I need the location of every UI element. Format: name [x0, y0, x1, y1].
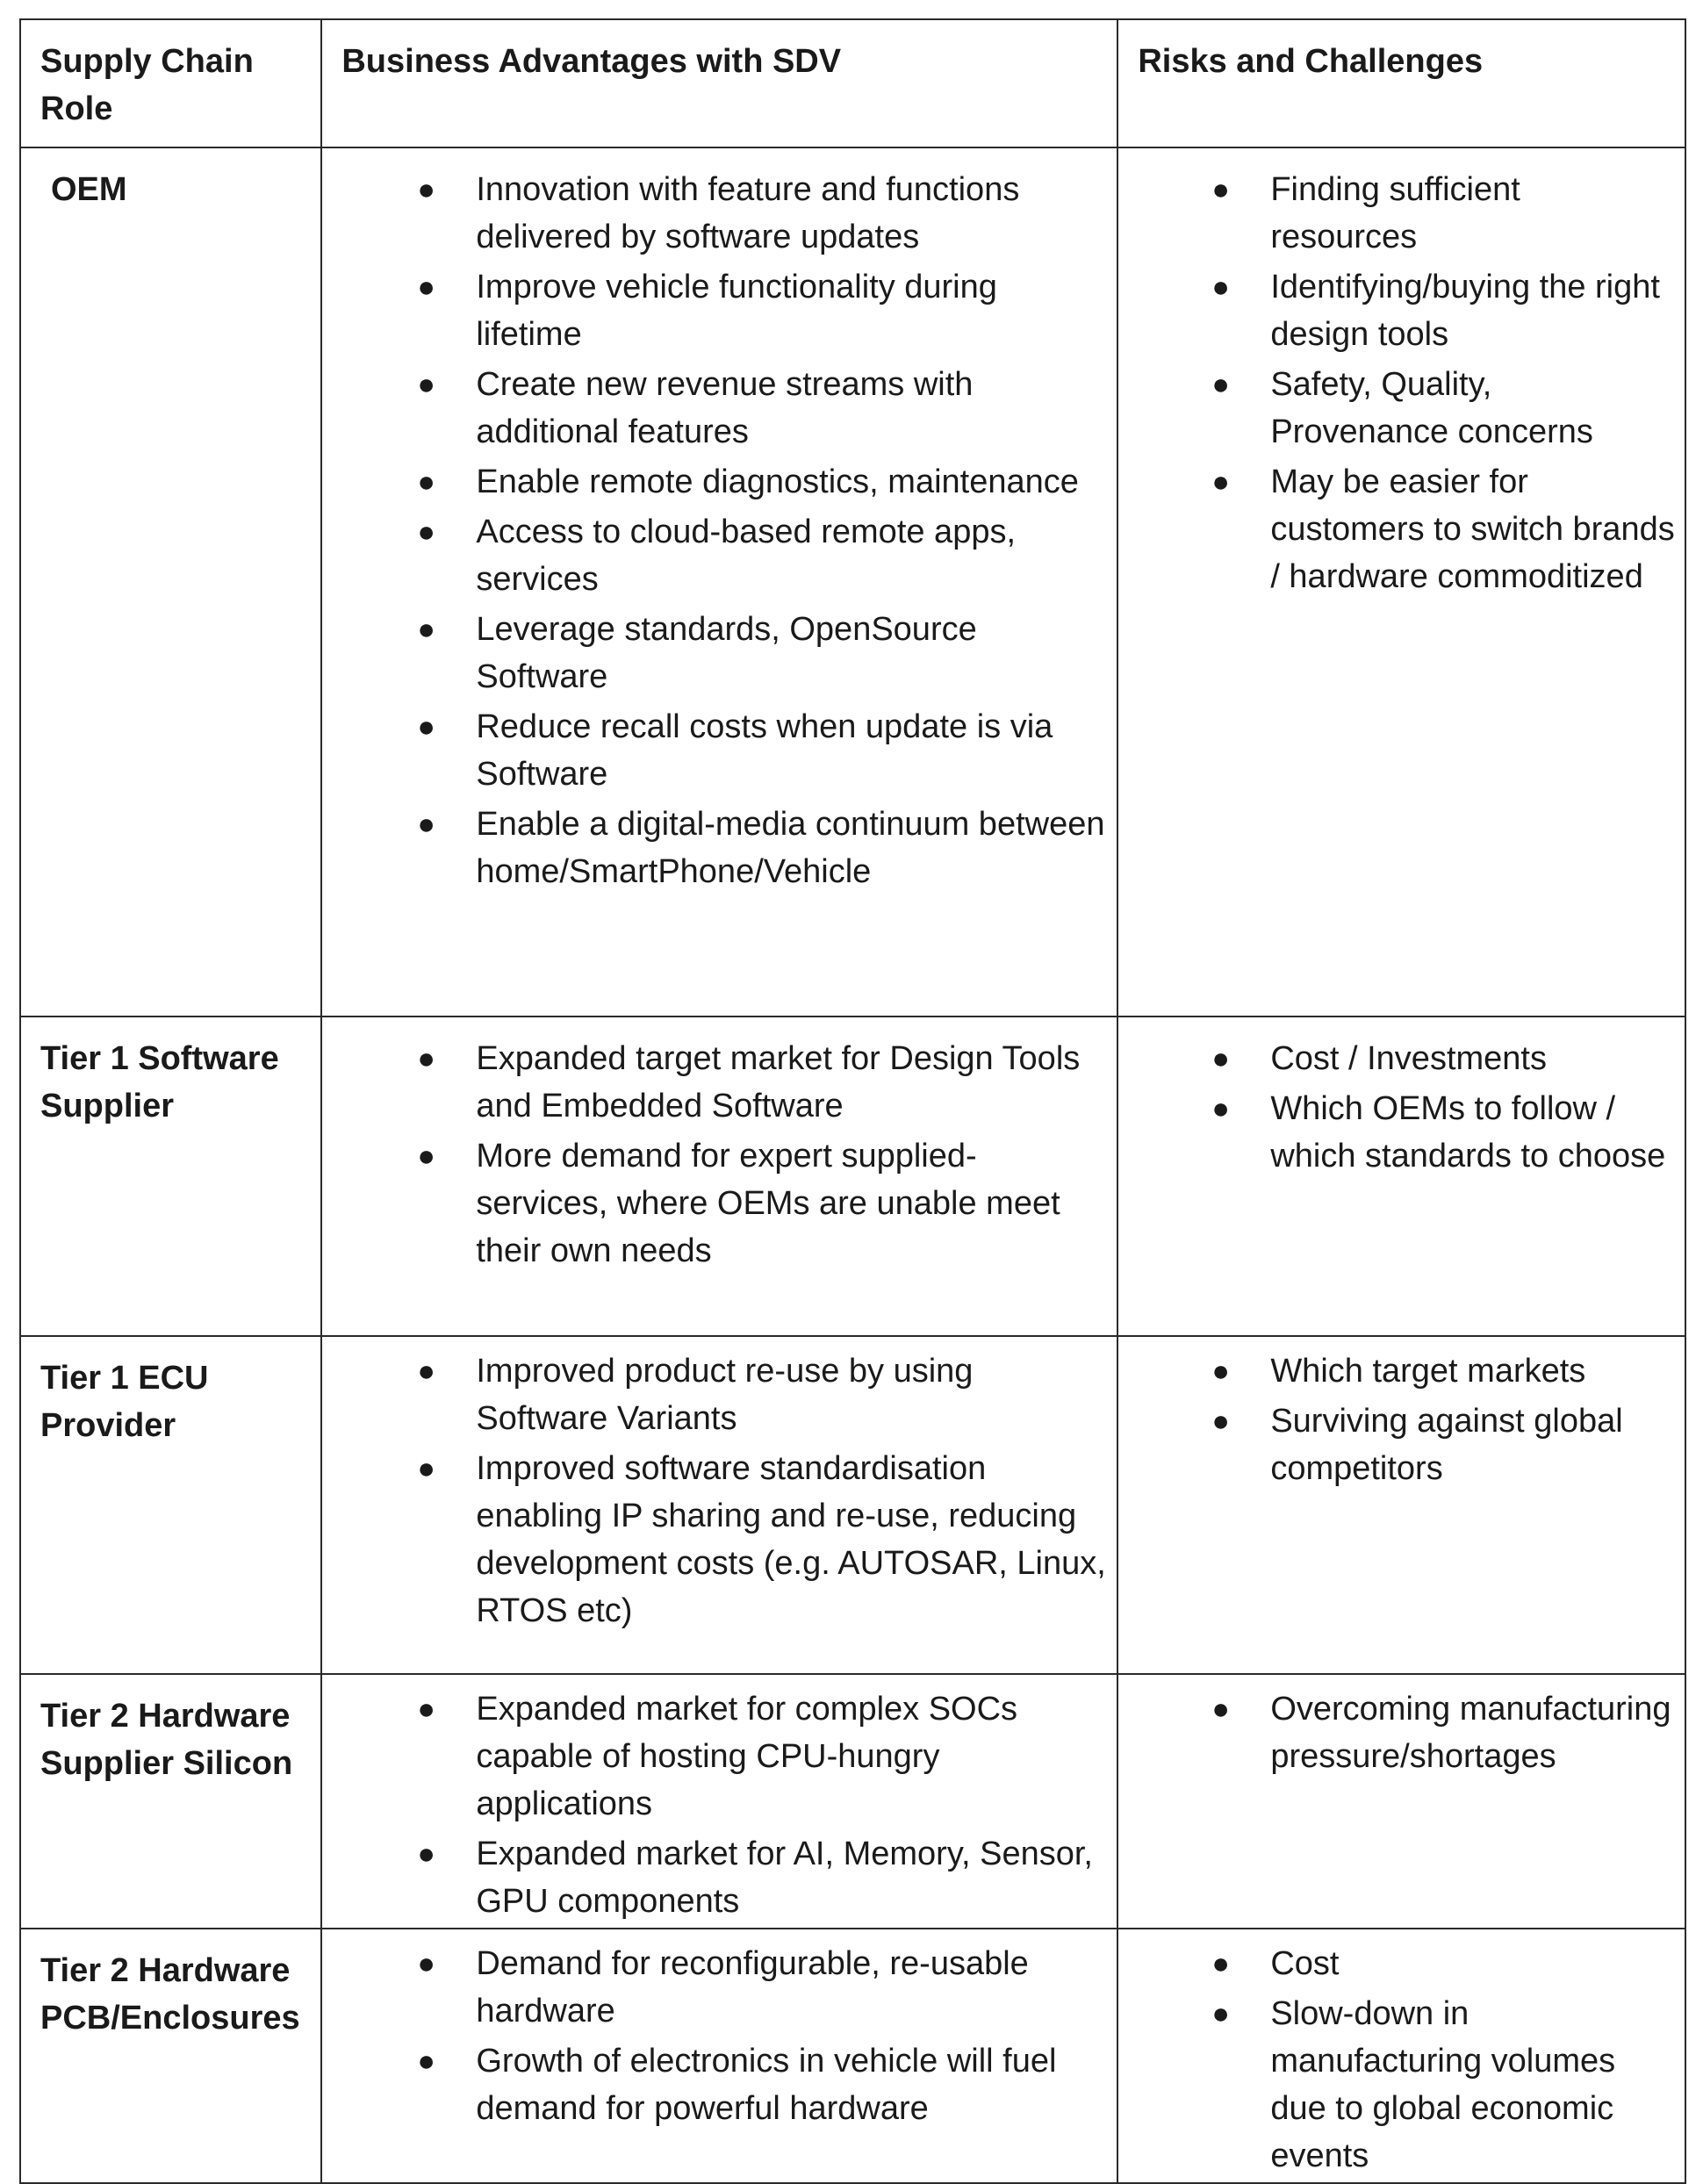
- bullet-dot-icon: ●: [417, 173, 435, 206]
- risks-cell: [1117, 1674, 1685, 1929]
- risk-item: [1211, 1347, 1676, 1395]
- bullet-dot-icon: ●: [417, 613, 435, 646]
- supply-chain-table: [19, 18, 1686, 2184]
- risk-item: [1211, 1397, 1676, 1492]
- item-text: Finding sufficient resources: [1270, 171, 1520, 255]
- advantage-item: [417, 2037, 1108, 2132]
- advantages-cell: [321, 1336, 1117, 1674]
- table-body: [20, 147, 1685, 2183]
- item-text: Slow-down in manufacturing volumes due to global economic events: [1270, 1995, 1616, 2174]
- item-text: Improved product re-use by using Software Variants: [476, 1353, 974, 1437]
- bullet-dot-icon: ●: [417, 1139, 435, 1173]
- advantages-cell: [321, 1674, 1117, 1929]
- bullet-dot-icon: ●: [417, 1837, 435, 1871]
- item-text: Which target markets: [1270, 1353, 1586, 1390]
- advantage-item: [417, 606, 1108, 700]
- advantage-item: [417, 1347, 1108, 1442]
- header-supply-chain-role: Supply Chain Role: [20, 19, 321, 147]
- bullet-dot-icon: ●: [417, 1042, 435, 1075]
- risk-item: [1211, 1990, 1676, 2180]
- item-text: Improve vehicle functionality during lifetime: [476, 269, 997, 353]
- item-text: Improved software standardisation enabling IP sharing and re-use, reducing development costs (e.g. AUTOSAR, Linux, RTOS etc): [476, 1450, 1106, 1629]
- advantage-item: [417, 508, 1108, 603]
- item-text: Demand for reconfigurable, re-usable hardware: [476, 1945, 1029, 2030]
- advantage-item: [417, 1830, 1108, 1925]
- item-text: Safety, Quality, Provenance concerns: [1270, 366, 1593, 450]
- bullet-dot-icon: ●: [417, 2044, 435, 2078]
- advantages-list: [322, 1337, 1117, 1634]
- bullet-dot-icon: ●: [1211, 1354, 1230, 1388]
- advantages-cell: [321, 147, 1117, 1017]
- advantages-list: [322, 1929, 1117, 2132]
- advantages-list: [322, 1017, 1117, 1275]
- bullet-dot-icon: ●: [1211, 465, 1230, 499]
- risk-item: [1211, 1685, 1676, 1780]
- risk-item: [1211, 1940, 1676, 1987]
- advantages-cell: [321, 1017, 1117, 1336]
- row-tier2-hardware-silicon: [20, 1674, 1685, 1929]
- bullet-dot-icon: ●: [417, 1947, 435, 1980]
- advantage-item: [417, 1940, 1108, 2035]
- advantage-item: [417, 1035, 1108, 1130]
- risk-item: [1211, 1035, 1676, 1082]
- row-oem: [20, 147, 1685, 1017]
- item-text: Cost: [1270, 1945, 1340, 1982]
- bullet-dot-icon: ●: [417, 1452, 435, 1485]
- bullet-dot-icon: ●: [1211, 1997, 1230, 2030]
- risks-list: [1118, 1017, 1685, 1180]
- bullet-dot-icon: ●: [417, 270, 435, 304]
- bullet-dot-icon: ●: [1211, 1692, 1230, 1726]
- item-text: Enable a digital-media continuum between home/SmartPhone/Vehicle: [476, 806, 1105, 890]
- advantage-item: [417, 703, 1108, 798]
- bullet-dot-icon: ●: [1211, 1405, 1230, 1438]
- advantage-item: [417, 263, 1108, 358]
- risks-cell: [1117, 1336, 1685, 1674]
- bullet-dot-icon: ●: [1211, 1042, 1230, 1075]
- supply-chain-role-cell: Tier 1 ECU Provider: [20, 1336, 321, 1674]
- bullet-dot-icon: ●: [1211, 368, 1230, 401]
- risks-cell: [1117, 1929, 1685, 2183]
- row-tier1-software-supplier: [20, 1017, 1685, 1336]
- advantages-list: [322, 1675, 1117, 1925]
- advantages-list: [322, 148, 1117, 895]
- header-business-advantages: Business Advantages with SDV: [321, 19, 1117, 147]
- risks-list: [1118, 1337, 1685, 1492]
- risk-item: [1211, 458, 1676, 600]
- bullet-dot-icon: ●: [1211, 173, 1230, 206]
- supply-chain-role-cell: Tier 1 Software Supplier: [20, 1017, 321, 1336]
- item-text: Access to cloud-based remote apps, services: [476, 514, 1017, 598]
- risks-list: [1118, 1675, 1685, 1780]
- item-text: Innovation with feature and functions delivered by software updates: [476, 171, 1020, 255]
- table-header-row: [20, 19, 1685, 147]
- row-tier1-ecu-provider: [20, 1336, 1685, 1674]
- item-text: Which OEMs to follow / which standards to choose: [1270, 1090, 1666, 1175]
- item-text: Cost / Investments: [1270, 1040, 1547, 1077]
- risk-item: [1211, 1085, 1676, 1180]
- item-text: Surviving against global competitors: [1270, 1403, 1623, 1487]
- risks-cell: [1117, 1017, 1685, 1336]
- risks-list: [1118, 1929, 1685, 2180]
- item-text: Reduce recall costs when update is via Software: [476, 708, 1053, 793]
- item-text: Expanded market for AI, Memory, Sensor, GPU components: [476, 1836, 1093, 1920]
- bullet-dot-icon: ●: [417, 368, 435, 401]
- risk-item: [1211, 361, 1676, 456]
- bullet-dot-icon: ●: [417, 465, 435, 499]
- bullet-dot-icon: ●: [1211, 1092, 1230, 1125]
- item-text: Leverage standards, OpenSource Software: [476, 611, 977, 695]
- item-text: Overcoming manufacturing pressure/shortages: [1270, 1691, 1671, 1775]
- advantage-item: [417, 1445, 1108, 1634]
- item-text: Create new revenue streams with additional features: [476, 366, 974, 450]
- item-text: Expanded market for complex SOCs capable of hosting CPU-hungry applications: [476, 1691, 1018, 1822]
- risk-item: [1211, 166, 1676, 261]
- supply-chain-role-cell: Tier 2 Hardware PCB/Enclosures: [20, 1929, 321, 2183]
- bullet-dot-icon: ●: [417, 1692, 435, 1726]
- bullet-dot-icon: ●: [417, 1354, 435, 1388]
- bullet-dot-icon: ●: [417, 808, 435, 841]
- advantage-item: [417, 361, 1108, 456]
- advantage-item: [417, 1132, 1108, 1275]
- bullet-dot-icon: ●: [1211, 1947, 1230, 1980]
- risks-list: [1118, 148, 1685, 600]
- advantage-item: [417, 1685, 1108, 1828]
- bullet-dot-icon: ●: [417, 710, 435, 744]
- header-risks-challenges: Risks and Challenges: [1117, 19, 1685, 147]
- advantages-cell: [321, 1929, 1117, 2183]
- item-text: More demand for expert supplied-services, where OEMs are unable meet their own needs: [476, 1138, 1060, 1269]
- risk-item: [1211, 263, 1676, 358]
- item-text: Enable remote diagnostics, maintenance: [476, 463, 1079, 500]
- row-tier2-hardware-pcb: [20, 1929, 1685, 2183]
- risks-cell: [1117, 147, 1685, 1017]
- bullet-dot-icon: ●: [417, 515, 435, 549]
- item-text: Growth of electronics in vehicle will fuel demand for powerful hardware: [476, 2043, 1057, 2127]
- advantage-item: [417, 458, 1108, 506]
- supply-chain-role-cell: Tier 2 Hardware Supplier Silicon: [20, 1674, 321, 1929]
- advantage-item: [417, 801, 1108, 895]
- supply-chain-role-cell: OEM: [20, 147, 321, 1017]
- advantage-item: [417, 166, 1108, 261]
- item-text: May be easier for customers to switch brands / hardware commoditized: [1270, 463, 1675, 595]
- bullet-dot-icon: ●: [1211, 270, 1230, 304]
- item-text: Identifying/buying the right design tools: [1270, 269, 1660, 353]
- item-text: Expanded target market for Design Tools and Embedded Software: [476, 1040, 1081, 1124]
